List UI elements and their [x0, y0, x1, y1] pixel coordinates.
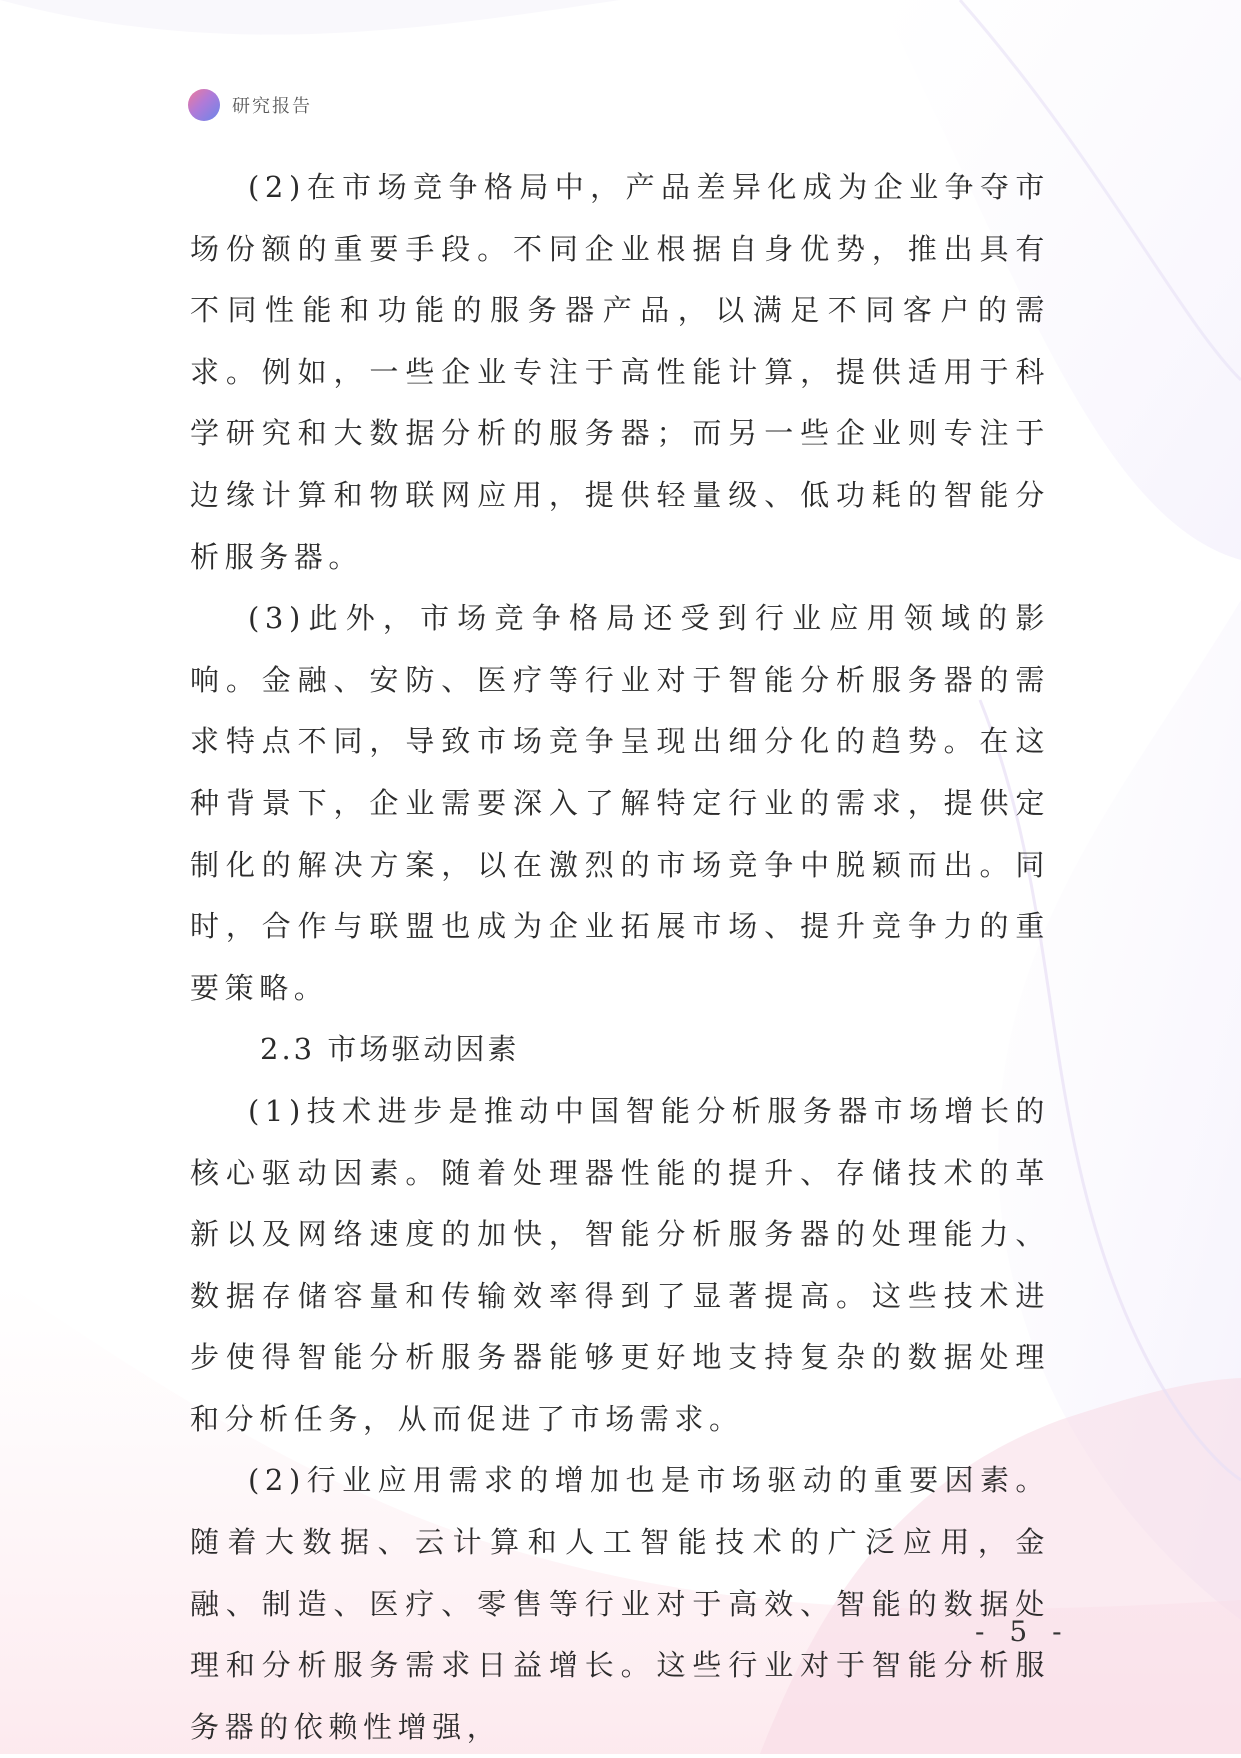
logo-circle-icon: [188, 89, 220, 121]
paragraph: (3)此外，市场竞争格局还受到行业应用领域的影响。金融、安防、医疗等行业对于智能分析服务器的需求特点不同，导致市场竞争呈现出细分化的趋势。在这种背景下，企业需要深入了解特定行业的需求，提供定制化的解决方案，以在激烈的市场竞争中脱颖而出。同时，合作与联盟也成为企业拓展市场、提升竞争力的重要策略。: [190, 601, 1050, 1005]
section-heading: 2.3 市场驱动因素: [260, 1032, 520, 1067]
paragraph: (2)行业应用需求的增加也是市场驱动的重要因素。随着大数据、云计算和人工智能技术的广泛应用，金融、制造、医疗、零售等行业对于高效、智能的数据处理和分析服务需求日益增长。这些行业对于智能分析服务器的依赖性增强，: [190, 1463, 1050, 1744]
paragraph: (1)技术进步是推动中国智能分析服务器市场增长的核心驱动因素。随着处理器性能的提升、存储技术的革新以及网络速度的加快，智能分析服务器的处理能力、数据存储容量和传输效率得到了显著提高。这些技术进步使得智能分析服务器能够更好地支持复杂的数据处理和分析任务，从而促进了市场需求。: [190, 1093, 1050, 1436]
document-body: [190, 157, 1050, 1758]
report-header: [188, 89, 312, 121]
paragraph: (2)在市场竞争格局中，产品差异化成为企业争夺市场份额的重要手段。不同企业根据自身优势，推出具有不同性能和功能的服务器产品，以满足不同客户的需求。例如，一些企业专注于高性能计算，提供适用于科学研究和大数据分析的服务器；而另一些企业则专注于边缘计算和物联网应用，提供轻量级、低功耗的智能分析服务器。: [190, 170, 1050, 574]
page-number: - 5 -: [975, 1615, 1070, 1648]
header-title: 研究报告: [232, 96, 312, 117]
